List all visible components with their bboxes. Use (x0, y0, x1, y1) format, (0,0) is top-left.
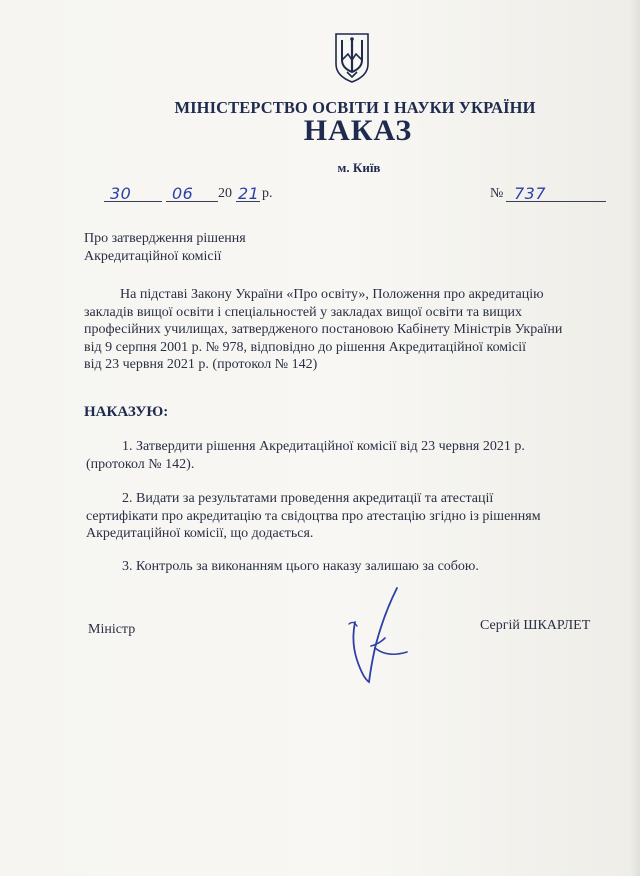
order-item-2 (86, 490, 598, 543)
preamble-line: професійних училищах, затвердженого постановою Кабінету Міністрів України (84, 322, 563, 337)
year-prefix: 20 (218, 186, 232, 201)
year-mark: р. (262, 186, 273, 201)
handwritten-signature (335, 582, 425, 692)
signer-role: Міністр (88, 622, 136, 637)
preamble-line: від 9 серпня 2001 р. № 978, відповідно до рішення Акредитаційної комісії (84, 339, 527, 355)
coat-of-arms-icon (333, 32, 371, 84)
document-title: НАКАЗ (303, 114, 413, 147)
preamble-line: закладів вищої освіти і спеціальностей у закладах вищої освіти та вищих (84, 304, 522, 320)
item-line: 1. Затвердити рішення Акредитаційної комісії від 23 червня 2021 р. (122, 439, 525, 454)
item-line: Акредитаційної комісії, що додається. (86, 526, 314, 541)
order-heading: НАКАЗУЮ: (84, 404, 169, 420)
date-number-line (104, 182, 614, 212)
subject-line: Акредитаційної комісії (84, 249, 222, 264)
order-subject (84, 230, 246, 266)
signer-name: Сергій ШКАРЛЕТ (480, 618, 591, 633)
item-line: сертифікати про акредитацію та свідоцтва про атестацію згідно із рішенням (86, 508, 541, 524)
month-handwritten: 06 (172, 184, 194, 203)
order-item-1 (86, 438, 598, 473)
preamble-line: від 23 червня 2021 р. (протокол № 142) (84, 357, 318, 372)
ministry-name: МІНІСТЕРСТВО ОСВІТИ І НАУКИ УКРАЇНИ (174, 98, 536, 117)
item-line: 3. Контроль за виконанням цього наказу залишаю за собою. (122, 559, 479, 574)
item-line: 2. Видати за результатами проведення акредитації та атестації (122, 491, 494, 506)
number-label: № (490, 186, 504, 201)
issue-city: м. Київ (337, 160, 381, 175)
preamble-line: На підставі Закону України «Про освіту», Положення про акредитацію (120, 287, 544, 302)
item-line: (протокол № 142). (86, 456, 195, 472)
year-handwritten: 21 (238, 184, 260, 203)
order-item-3 (86, 558, 598, 576)
day-handwritten: 30 (110, 184, 132, 203)
subject-line: Про затвердження рішення (84, 231, 246, 246)
number-handwritten: 737 (514, 184, 547, 203)
preamble-paragraph (84, 286, 598, 374)
